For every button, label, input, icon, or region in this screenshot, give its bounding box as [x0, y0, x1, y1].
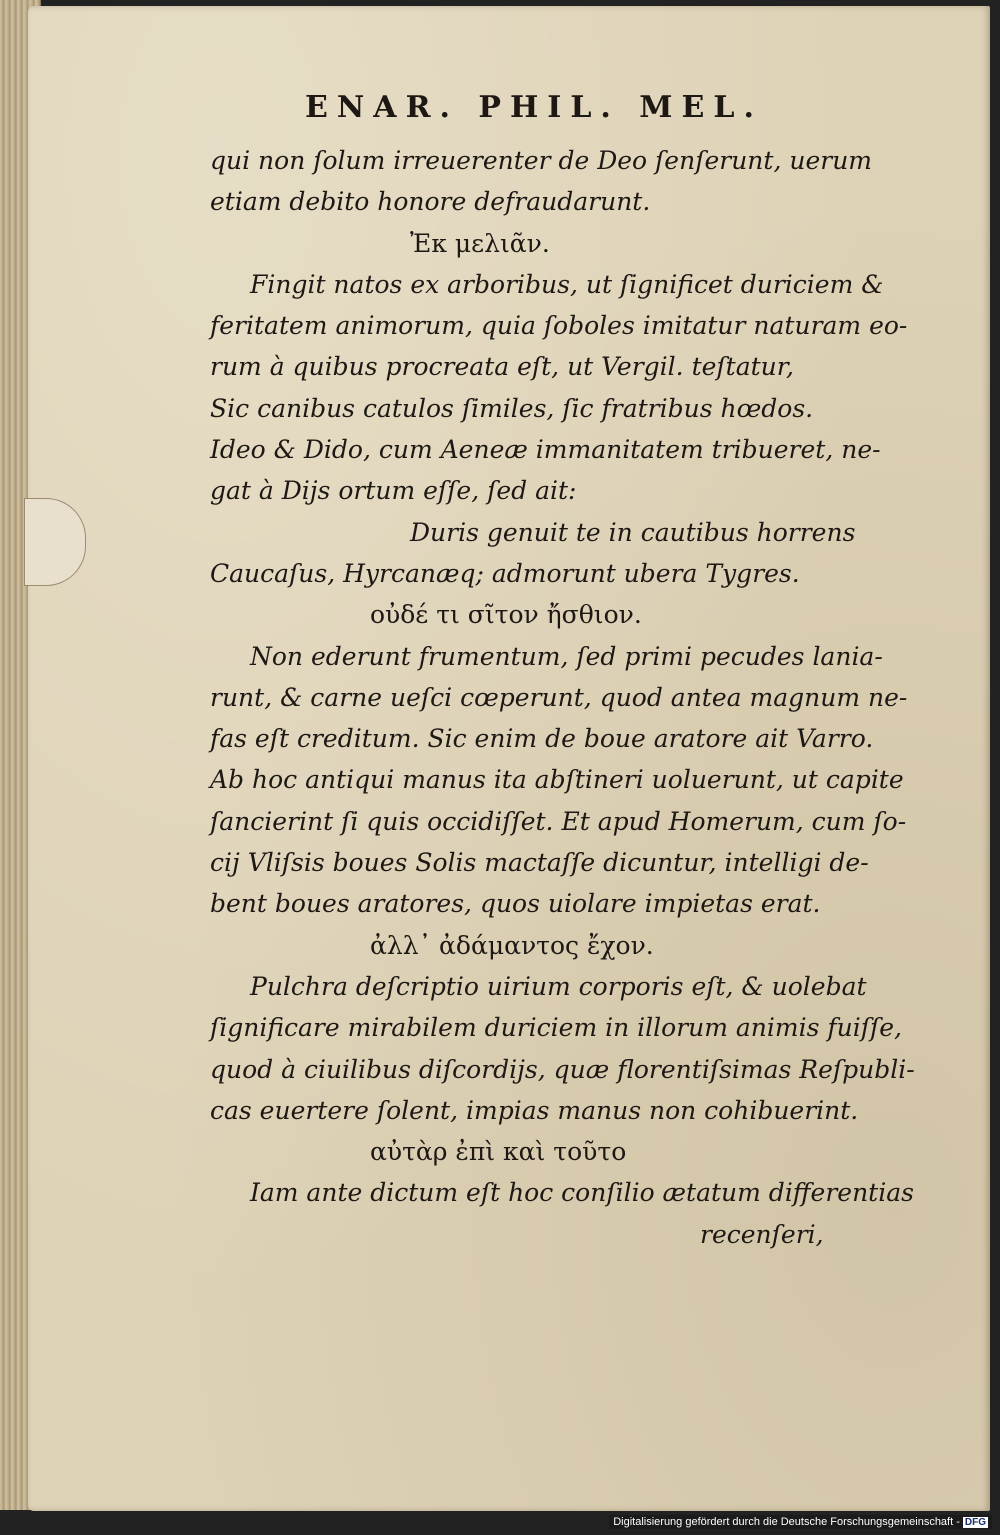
text-line: Iam ante dictum eſt hoc conſilio ætatum differentias	[250, 1178, 914, 1208]
text-line: ἀλλ᾽ ἀδάμαντος ἔχον.	[370, 930, 654, 960]
text-line: Non ederunt frumentum, ſed primi pecudes lania-	[250, 641, 883, 671]
dfg-logo-icon: DFG	[964, 1517, 986, 1528]
text-line: recenſeri,	[700, 1219, 824, 1249]
text-line: cas euertere ſolent, impias manus non cohibuerint.	[210, 1095, 859, 1125]
text-line: Ab hoc antiqui manus ita abſtineri uoluerunt, ut capite	[210, 765, 904, 795]
page-tab-marker	[24, 498, 86, 586]
text-line: bent boues aratores, quos uiolare impietas erat.	[210, 889, 821, 919]
text-line: qui non ſolum irreuerenter de Deo ſenſerunt, uerum	[210, 146, 872, 175]
body-text	[210, 140, 915, 1255]
text-line: feritatem animorum, quia ſoboles imitatur naturam eo-	[210, 311, 908, 341]
text-line: runt, & carne ueſci cœperunt, quod antea magnum ne-	[210, 682, 908, 712]
digitization-credit	[609, 1515, 992, 1529]
credit-text: Digitalisierung gefördert durch die Deutsche Forschungsgemeinschaft -	[613, 1516, 960, 1528]
text-line: Caucaſus, Hyrcanæq; admorunt ubera Tygres.	[210, 558, 800, 588]
text-line: rum à quibus procreata eſt, ut Vergil. teſtatur,	[210, 352, 794, 382]
text-line: Fingit natos ex arboribus, ut ſignificet duriciem &	[250, 269, 884, 299]
text-line: cij Vliſsis boues Solis mactaſſe dicuntur, intelligi de-	[210, 848, 869, 878]
text-line: αὐτὰρ ἐπὶ καὶ τοῦτο	[370, 1137, 627, 1167]
text-line: Sic canibus catulos ſimiles, ſic fratribus hœdos.	[210, 393, 814, 423]
text-line: etiam debito honore defraudarunt.	[210, 187, 651, 217]
text-line: Ἐκ μελιᾶν.	[410, 228, 550, 258]
text-line: ſignificare mirabilem duriciem in illorum animis fuiſſe,	[210, 1013, 902, 1043]
text-line: Pulchra deſcriptio uirium corporis eſt, & uolebat	[250, 971, 867, 1001]
text-line: Ideo & Dido, cum Aeneæ immanitatem tribueret, ne-	[210, 435, 881, 465]
text-line: οὐδέ τι σῖτον ἤσθιον.	[370, 600, 642, 630]
text-line: gat à Dijs ortum eſſe, ſed ait:	[210, 476, 577, 506]
text-line: ſancierint ſi quis occidiſſet. Et apud Homerum, cum ſo-	[210, 806, 907, 836]
text-line: Duris genuit te in cautibus horrens	[410, 517, 856, 547]
text-line: quod à ciuilibus diſcordijs, quæ florentiſsimas Reſpubli-	[210, 1054, 915, 1084]
running-header: ENAR. PHIL. MEL.	[305, 90, 763, 125]
text-line: fas eſt creditum. Sic enim de boue aratore ait Varro.	[210, 724, 874, 754]
